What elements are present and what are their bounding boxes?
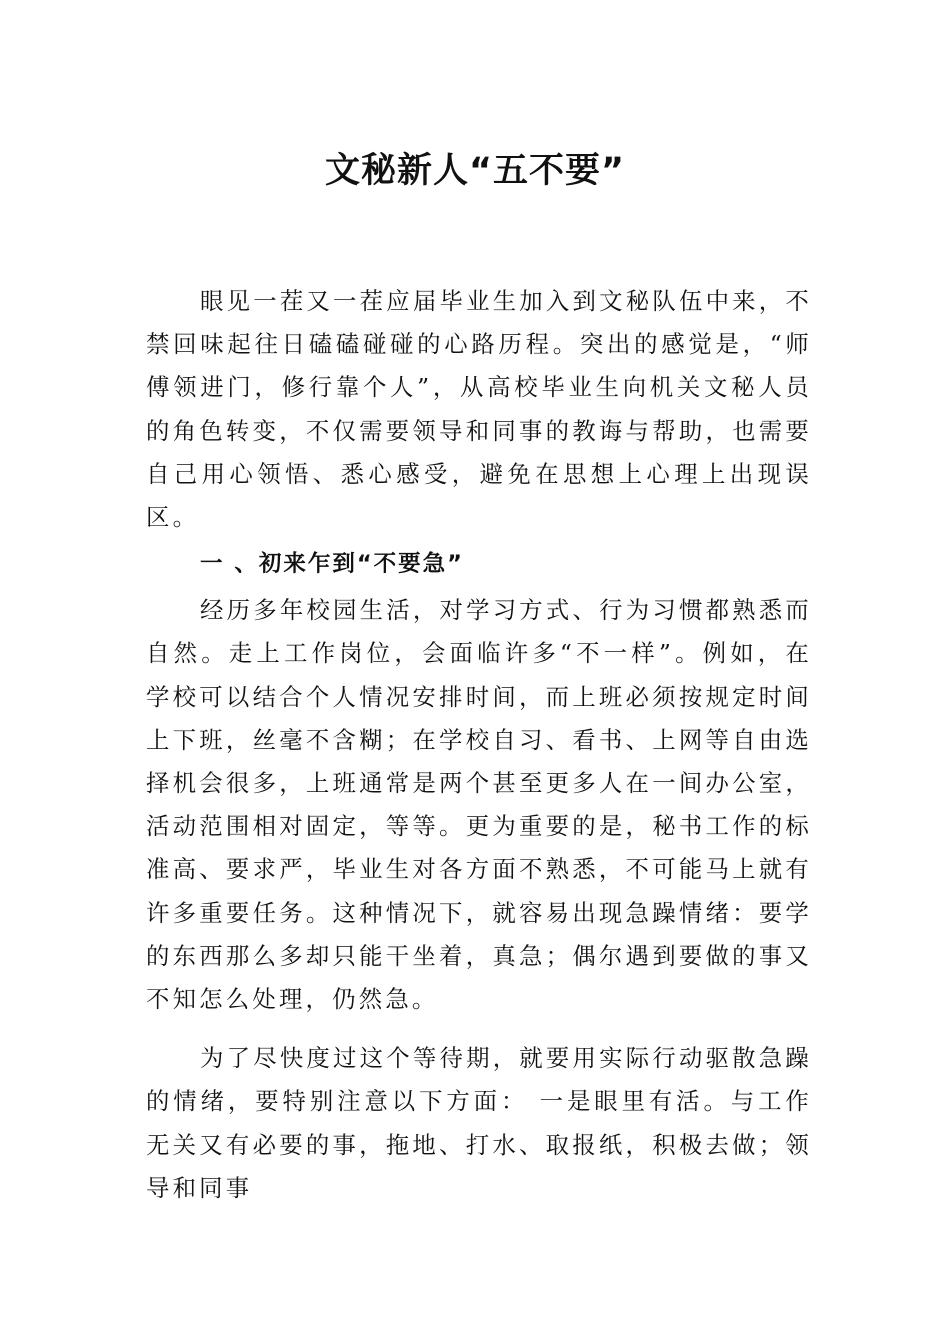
section-heading-1: 一 、初来乍到“不要急” [200, 551, 464, 578]
section1-paragraph-1: 经历多年校园生活，对学习方式、行为习惯都熟悉而自然。走上工作岗位，会面临许多“不一样”。例如，在学校可以结合个人情况安排时间，而上班必须按规定时间上下班，丝毫不含糊；在学校自习、看书、上网等自由选择机会很多，上班通常是两个甚至更多人在一间办公室，活动范围相对固定，等等。更为重要的是，秘书工作的标准高、要求严，毕业生对各方面不熟悉，不可能马上就有许多重要任务。这种情况下，就容易出现急躁情绪：要学的东西那么多却只能干坐着，真急；偶尔遇到要做的事又不知怎么处理，仍然急。 [146, 596, 812, 1014]
document-title: 文秘新人“五不要” [324, 151, 625, 191]
intro-paragraph: 眼见一茬又一茬应届毕业生加入到文秘队伍中来，不禁回味起往日磕磕碰碰的心路历程。突出的感觉是，“师傅领进门，修行靠个人”，从高校毕业生向机关文秘人员的角色转变，不仅需要领导和同事的教诲与帮助，也需要自己用心领悟、悉心感受，避免在思想上心理上出现误区。 [146, 287, 812, 532]
section1-paragraph-2: 为了尽快度过这个等待期，就要用实际行动驱散急躁的情绪，要特别注意以下方面： 一是眼里有活。与工作无关又有必要的事，拖地、打水、取报纸，积极去做；领导和同事 [146, 1044, 812, 1202]
spacer [146, 1021, 812, 1037]
document-body [146, 280, 812, 1210]
